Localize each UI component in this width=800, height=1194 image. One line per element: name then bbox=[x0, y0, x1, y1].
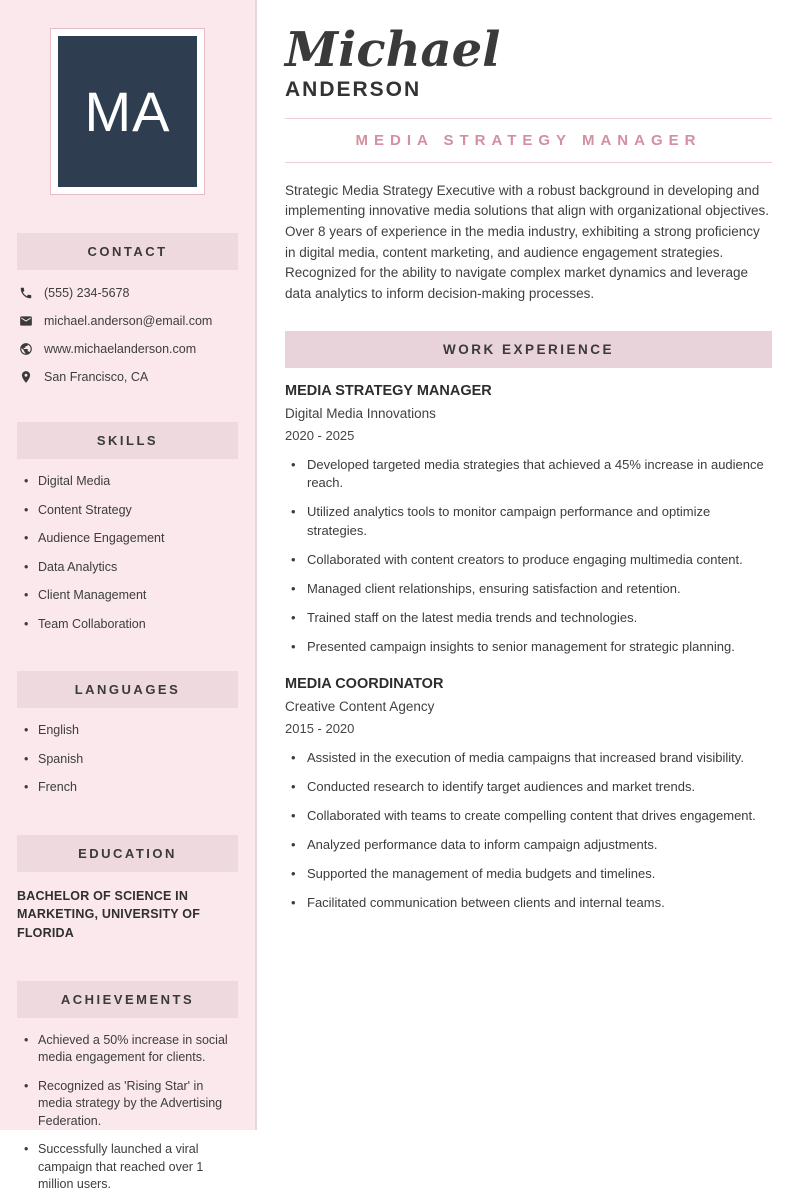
main-content bbox=[257, 0, 800, 1130]
job-bullet-list bbox=[285, 456, 772, 657]
education-degree: BACHELOR OF SCIENCE IN MARKETING, UNIVERSITY OF FLORIDA bbox=[17, 888, 201, 940]
contact-section-header: CONTACT bbox=[17, 233, 238, 270]
job-bullet: • Trained staff on the latest media trends and technologies. bbox=[291, 609, 772, 628]
achievements-list bbox=[17, 1018, 238, 1194]
job-company: Creative Content Agency bbox=[285, 699, 435, 715]
first-name: Michael bbox=[285, 22, 501, 78]
monogram-initials: MA bbox=[58, 36, 197, 187]
education-section-header: EDUCATION bbox=[17, 835, 238, 872]
skill-item: • Digital Media bbox=[24, 473, 238, 491]
job-bullet: • Presented campaign insights to senior management for strategic planning. bbox=[291, 638, 772, 657]
sidebar bbox=[0, 0, 257, 1192]
monogram-frame bbox=[50, 28, 205, 195]
email-icon bbox=[19, 314, 33, 328]
job-bullet: • Assisted in the execution of media campaigns that increased brand visibility. bbox=[291, 749, 772, 768]
job-bullet-list bbox=[285, 749, 772, 912]
achievement-item: • Achieved a 50% increase in social media engagement for clients. bbox=[24, 1032, 238, 1067]
language-item: • French bbox=[24, 779, 238, 797]
achievement-item: • Successfully launched a viral campaign that reached over 1 million users. bbox=[24, 1141, 238, 1194]
skill-item: • Data Analytics bbox=[24, 559, 238, 577]
contact-list bbox=[17, 270, 238, 384]
last-name: ANDERSON bbox=[285, 77, 422, 101]
work-experience-header: WORK EXPERIENCE bbox=[285, 331, 772, 368]
job-bullet: • Analyzed performance data to inform campaign adjustments. bbox=[291, 836, 772, 855]
contact-location-text: San Francisco, CA bbox=[44, 370, 149, 384]
skill-item: • Audience Engagement bbox=[24, 530, 238, 548]
profile-summary: Strategic Media Strategy Executive with a robust background in developing and implementing innovative media solutions that align with organizational objectives. Over 8 years of experience in the media industry, exhibiting a strong proficiency in digital media, content marketing, and audience engagement strategies. Recognized for the ability to navigate complex market dynamics and leverage data analytics to inform decision-making processes. bbox=[285, 182, 770, 301]
job-entry-2 bbox=[285, 676, 772, 912]
job-role: MEDIA STRATEGY MANAGER bbox=[285, 382, 492, 399]
contact-row-website bbox=[19, 342, 238, 356]
job-bullet: • Facilitated communication between clients and internal teams. bbox=[291, 894, 772, 913]
skill-item: • Team Collaboration bbox=[24, 616, 238, 634]
phone-icon bbox=[19, 286, 33, 300]
job-bullet: • Managed client relationships, ensuring satisfaction and retention. bbox=[291, 580, 772, 599]
job-bullet: • Conducted research to identify target audiences and market trends. bbox=[291, 778, 772, 797]
achievements-section-header: ACHIEVEMENTS bbox=[17, 981, 238, 1018]
job-dates: 2020 - 2025 bbox=[285, 427, 355, 443]
location-icon bbox=[19, 370, 33, 384]
language-item: • Spanish bbox=[24, 751, 238, 769]
languages-section-header: LANGUAGES bbox=[17, 671, 238, 708]
contact-phone-text: (555) 234-5678 bbox=[44, 286, 130, 300]
job-title-banner: MEDIA STRATEGY MANAGER bbox=[285, 118, 772, 163]
job-bullet: • Supported the management of media budgets and timelines. bbox=[291, 865, 772, 884]
languages-list bbox=[17, 708, 238, 797]
contact-row-location bbox=[19, 370, 238, 384]
achievement-item: • Recognized as 'Rising Star' in media strategy by the Advertising Federation. bbox=[24, 1078, 238, 1131]
job-entry-1 bbox=[285, 383, 772, 657]
job-dates: 2015 - 2020 bbox=[285, 721, 355, 737]
skill-item: • Content Strategy bbox=[24, 502, 238, 520]
contact-row-phone bbox=[19, 286, 238, 300]
job-company: Digital Media Innovations bbox=[285, 405, 436, 421]
globe-icon bbox=[19, 342, 33, 356]
contact-website-text: www.michaelanderson.com bbox=[44, 342, 197, 356]
language-item: • English bbox=[24, 722, 238, 740]
job-role: MEDIA COORDINATOR bbox=[285, 676, 444, 693]
skills-list bbox=[17, 459, 238, 633]
skill-item: • Client Management bbox=[24, 587, 238, 605]
job-bullet: • Utilized analytics tools to monitor campaign performance and optimize strategies. bbox=[291, 503, 772, 541]
job-bullet: • Collaborated with teams to create compelling content that drives engagement. bbox=[291, 807, 772, 826]
skills-section-header: SKILLS bbox=[17, 422, 238, 459]
job-bullet: • Developed targeted media strategies that achieved a 45% increase in audience reach. bbox=[291, 456, 772, 494]
contact-email-text: michael.anderson@email.com bbox=[44, 314, 213, 328]
job-bullet: • Collaborated with content creators to produce engaging multimedia content. bbox=[291, 551, 772, 570]
contact-row-email bbox=[19, 314, 238, 328]
